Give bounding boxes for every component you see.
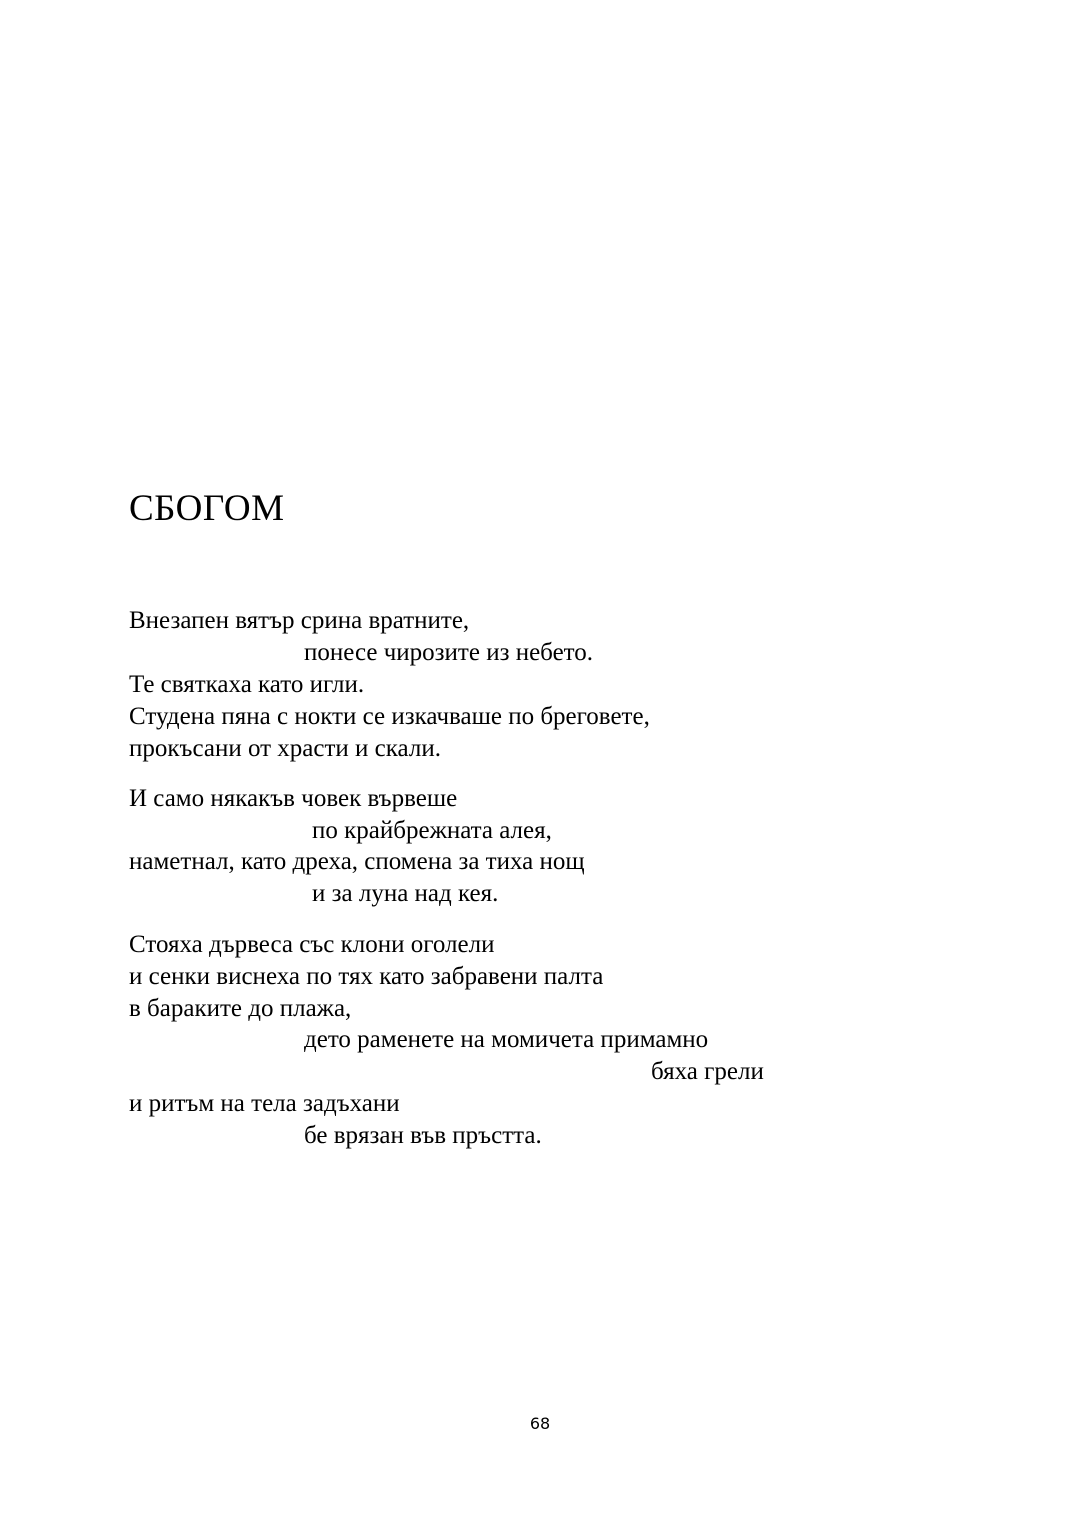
- poem-line: Внезапен вятър срина вратните,: [129, 607, 470, 634]
- poem-line: и сенки виснеха по тях като забравени палта: [129, 963, 604, 990]
- poem-line: И само някакъв човек вървеше: [129, 785, 458, 812]
- poem-line: Те святкаха като игли.: [129, 671, 365, 698]
- poem-line: в бараките до плажа,: [129, 995, 352, 1022]
- poem-line: прокъсани от храсти и скали.: [129, 735, 441, 762]
- poem-line: понесе чирозите из небето.: [304, 639, 594, 666]
- poem-line: дето раменете на момичета примамно: [304, 1026, 709, 1053]
- poem-line: бяха грели: [651, 1058, 764, 1085]
- poem-line: и ритъм на тела задъхани: [129, 1090, 400, 1117]
- poem-line: и за луна над кея.: [312, 880, 499, 907]
- poem-line: наметнал, като дреха, спомена за тиха нощ: [129, 848, 585, 875]
- page-number: 68: [529, 1414, 551, 1433]
- poem-line: по крайбрежната алея,: [312, 817, 552, 844]
- poem-line: бе врязан във пръстта.: [304, 1122, 542, 1149]
- poem-line: Стояха дървеса със клони оголели: [129, 931, 495, 958]
- poem-title: СБОГОМ: [129, 488, 285, 529]
- poem-line: Студена пяна с нокти се изкачваше по бреговете,: [129, 703, 650, 730]
